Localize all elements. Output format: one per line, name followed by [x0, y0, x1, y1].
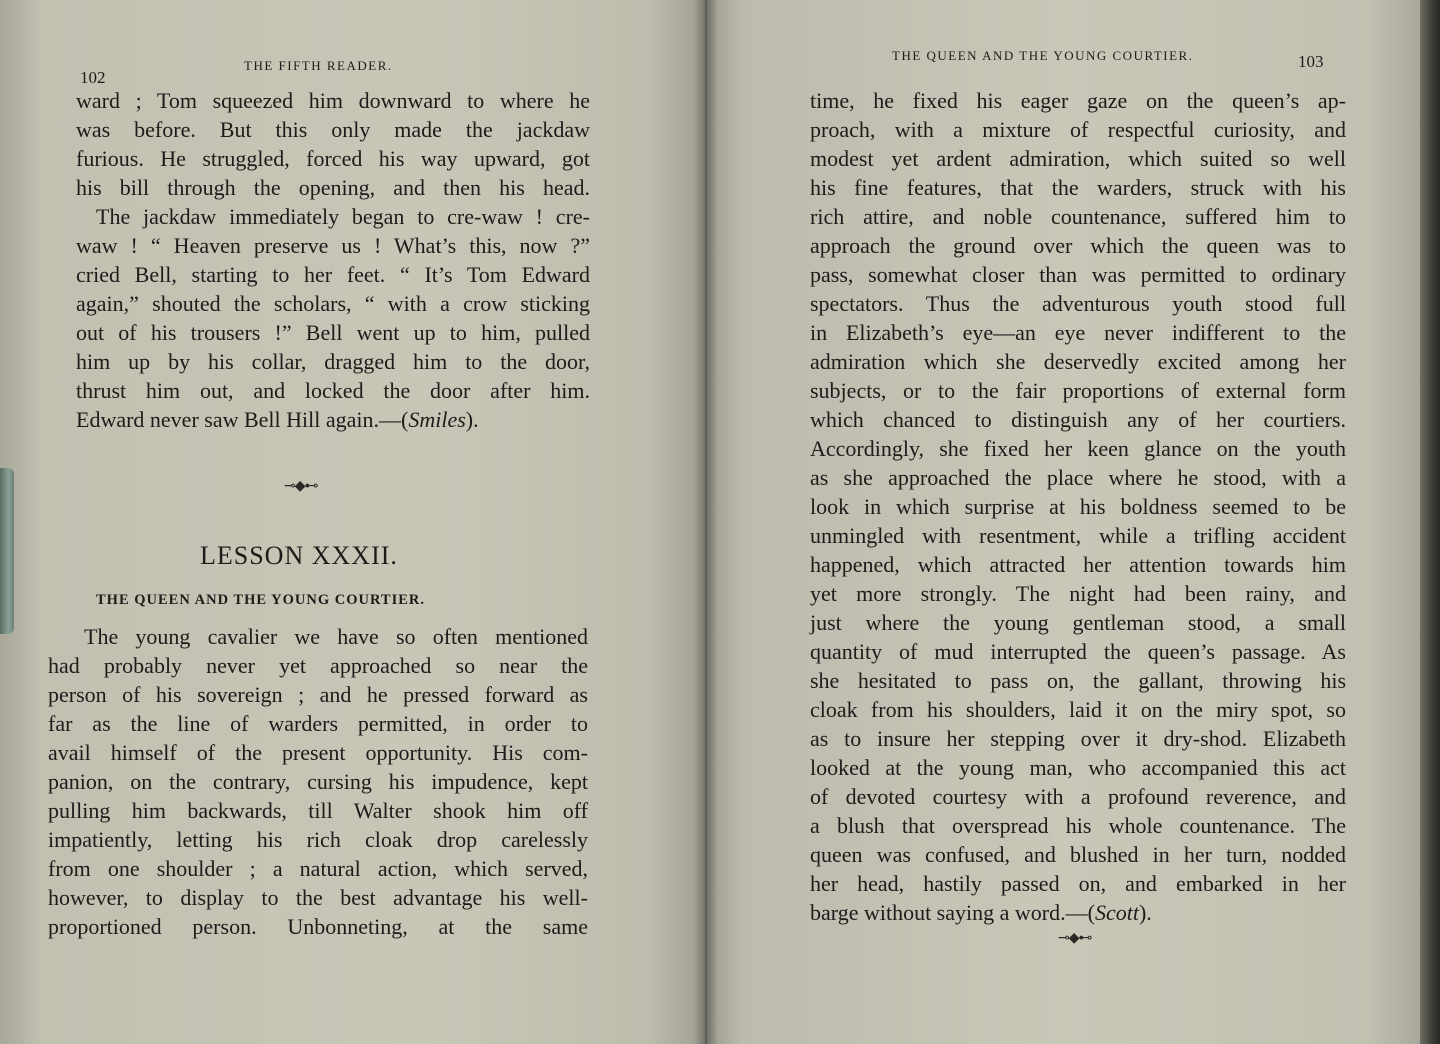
text-line: had probably never yet approached so near the: [48, 653, 588, 678]
text-line: avail himself of the present opportunity. His com-: [48, 740, 588, 765]
text-line: she hesitated to pass on, the gallant, throwing his: [810, 668, 1346, 693]
text-line: her head, hastily passed on, and embarked in her: [810, 871, 1346, 896]
lesson-text: [48, 622, 588, 941]
attribution-line-close: ).: [465, 407, 479, 432]
text-line: quantity of mud interrupted the queen’s passage. As: [810, 639, 1346, 664]
lesson-title: LESSON XXXII.: [200, 541, 398, 570]
text-line: proportioned person. Unbonneting, at the same: [48, 914, 588, 939]
text-line: pass, somewhat closer than was permitted to ordinary: [810, 262, 1346, 287]
text-line: The young cavalier we have so often mentioned: [84, 624, 588, 649]
text-line: which chanced to distinguish any of her courtiers.: [810, 407, 1346, 432]
text-line: as she approached the place where he stood, with a: [810, 465, 1346, 490]
text-line: again,” shouted the scholars, “ with a crow sticking: [76, 291, 590, 316]
text-line: spectators. Thus the adventurous youth stood full: [810, 291, 1346, 316]
text-line: subjects, or to the fair proportions of external form: [810, 378, 1346, 403]
text-line: was before. But this only made the jackdaw: [76, 117, 590, 142]
text-line: looked at the young man, who accompanied this act: [810, 755, 1346, 780]
text-line: person of his sovereign ; and he pressed forward as: [48, 682, 588, 707]
attribution-line-source: Scott: [1094, 900, 1139, 925]
attribution-line-source: Smiles: [408, 407, 466, 432]
attribution-line-text: barge without saying a word.—(: [810, 900, 1095, 925]
bookmark-ribbon: [0, 468, 14, 634]
section-ornament-left: ⊸◆⊷: [284, 479, 318, 494]
text-line: pulling him backwards, till Walter shook him off: [48, 798, 588, 823]
text-line: out of his trousers !” Bell went up to him, pulled: [76, 320, 590, 345]
text-line: look in which surprise at his boldness seemed to be: [810, 494, 1346, 519]
attribution-line: [76, 405, 590, 434]
text-line: from one shoulder ; a natural action, which served,: [48, 856, 588, 881]
right-running-head: THE QUEEN AND THE YOUNG COURTIER.: [892, 48, 1194, 63]
text-line: waw ! “ Heaven preserve us ! What’s this, now ?”: [76, 233, 590, 258]
text-line: ward ; Tom squeezed him downward to where he: [76, 88, 590, 113]
text-line: cloak from his shoulders, laid it on the miry spot, so: [810, 697, 1346, 722]
book-gutter: [694, 0, 718, 1044]
text-line: modest yet ardent admiration, which suited so well: [810, 146, 1346, 171]
book-edge: [1420, 0, 1440, 1044]
right-page: [706, 0, 1420, 1044]
text-line: panion, on the contrary, cursing his impudence, kept: [48, 769, 588, 794]
attribution-line: [810, 898, 1346, 927]
text-line: admiration which she deservedly excited among her: [810, 349, 1346, 374]
text-line: yet more strongly. The night had been rainy, and: [810, 581, 1346, 606]
left-page: [0, 0, 706, 1044]
text-line: just where the young gentleman stood, a small: [810, 610, 1346, 635]
text-line: impatiently, letting his rich cloak drop carelessly: [48, 827, 588, 852]
lesson-subtitle: THE QUEEN AND THE YOUNG COURTIER.: [96, 592, 425, 608]
text-line: rich attire, and noble countenance, suffered him to: [810, 204, 1346, 229]
text-line: furious. He struggled, forced his way upward, got: [76, 146, 590, 171]
right-page-number: 103: [1298, 52, 1324, 71]
text-line: of devoted courtesy with a profound reverence, and: [810, 784, 1346, 809]
text-line: as to insure her stepping over it dry-shod. Elizabeth: [810, 726, 1346, 751]
text-line: cried Bell, starting to her feet. “ It’s Tom Edward: [76, 262, 590, 287]
text-line: his fine features, that the warders, struck with his: [810, 175, 1346, 200]
section-ornament-right: ⊸◆⊷: [1058, 931, 1092, 946]
text-line: The jackdaw immediately began to cre-waw ! cre-: [96, 204, 590, 229]
attribution-line-close: ).: [1138, 900, 1152, 925]
text-line: however, to display to the best advantage his well-: [48, 885, 588, 910]
text-line: proach, with a mixture of respectful curiosity, and: [810, 117, 1346, 142]
text-line: a blush that overspread his whole countenance. The: [810, 813, 1346, 838]
continuation-text: [76, 86, 590, 434]
attribution-line-text: Edward never saw Bell Hill again.—(: [76, 407, 409, 432]
text-line: unmingled with resentment, while a trifling accident: [810, 523, 1346, 548]
right-page-text: [810, 86, 1346, 927]
text-line: far as the line of warders permitted, in order to: [48, 711, 588, 736]
text-line: happened, which attracted her attention towards him: [810, 552, 1346, 577]
text-line: queen was confused, and blushed in her turn, nodded: [810, 842, 1346, 867]
text-line: thrust him out, and locked the door after him.: [76, 378, 590, 403]
text-line: his bill through the opening, and then his head.: [76, 175, 590, 200]
text-line: in Elizabeth’s eye—an eye never indifferent to the: [810, 320, 1346, 345]
text-line: Accordingly, she fixed her keen glance on the youth: [810, 436, 1346, 461]
text-line: time, he fixed his eager gaze on the queen’s ap-: [810, 88, 1346, 113]
text-line: approach the ground over which the queen was to: [810, 233, 1346, 258]
left-running-head: THE FIFTH READER.: [244, 58, 393, 73]
left-page-number: 102: [80, 68, 106, 87]
text-line: him up by his collar, dragged him to the door,: [76, 349, 590, 374]
